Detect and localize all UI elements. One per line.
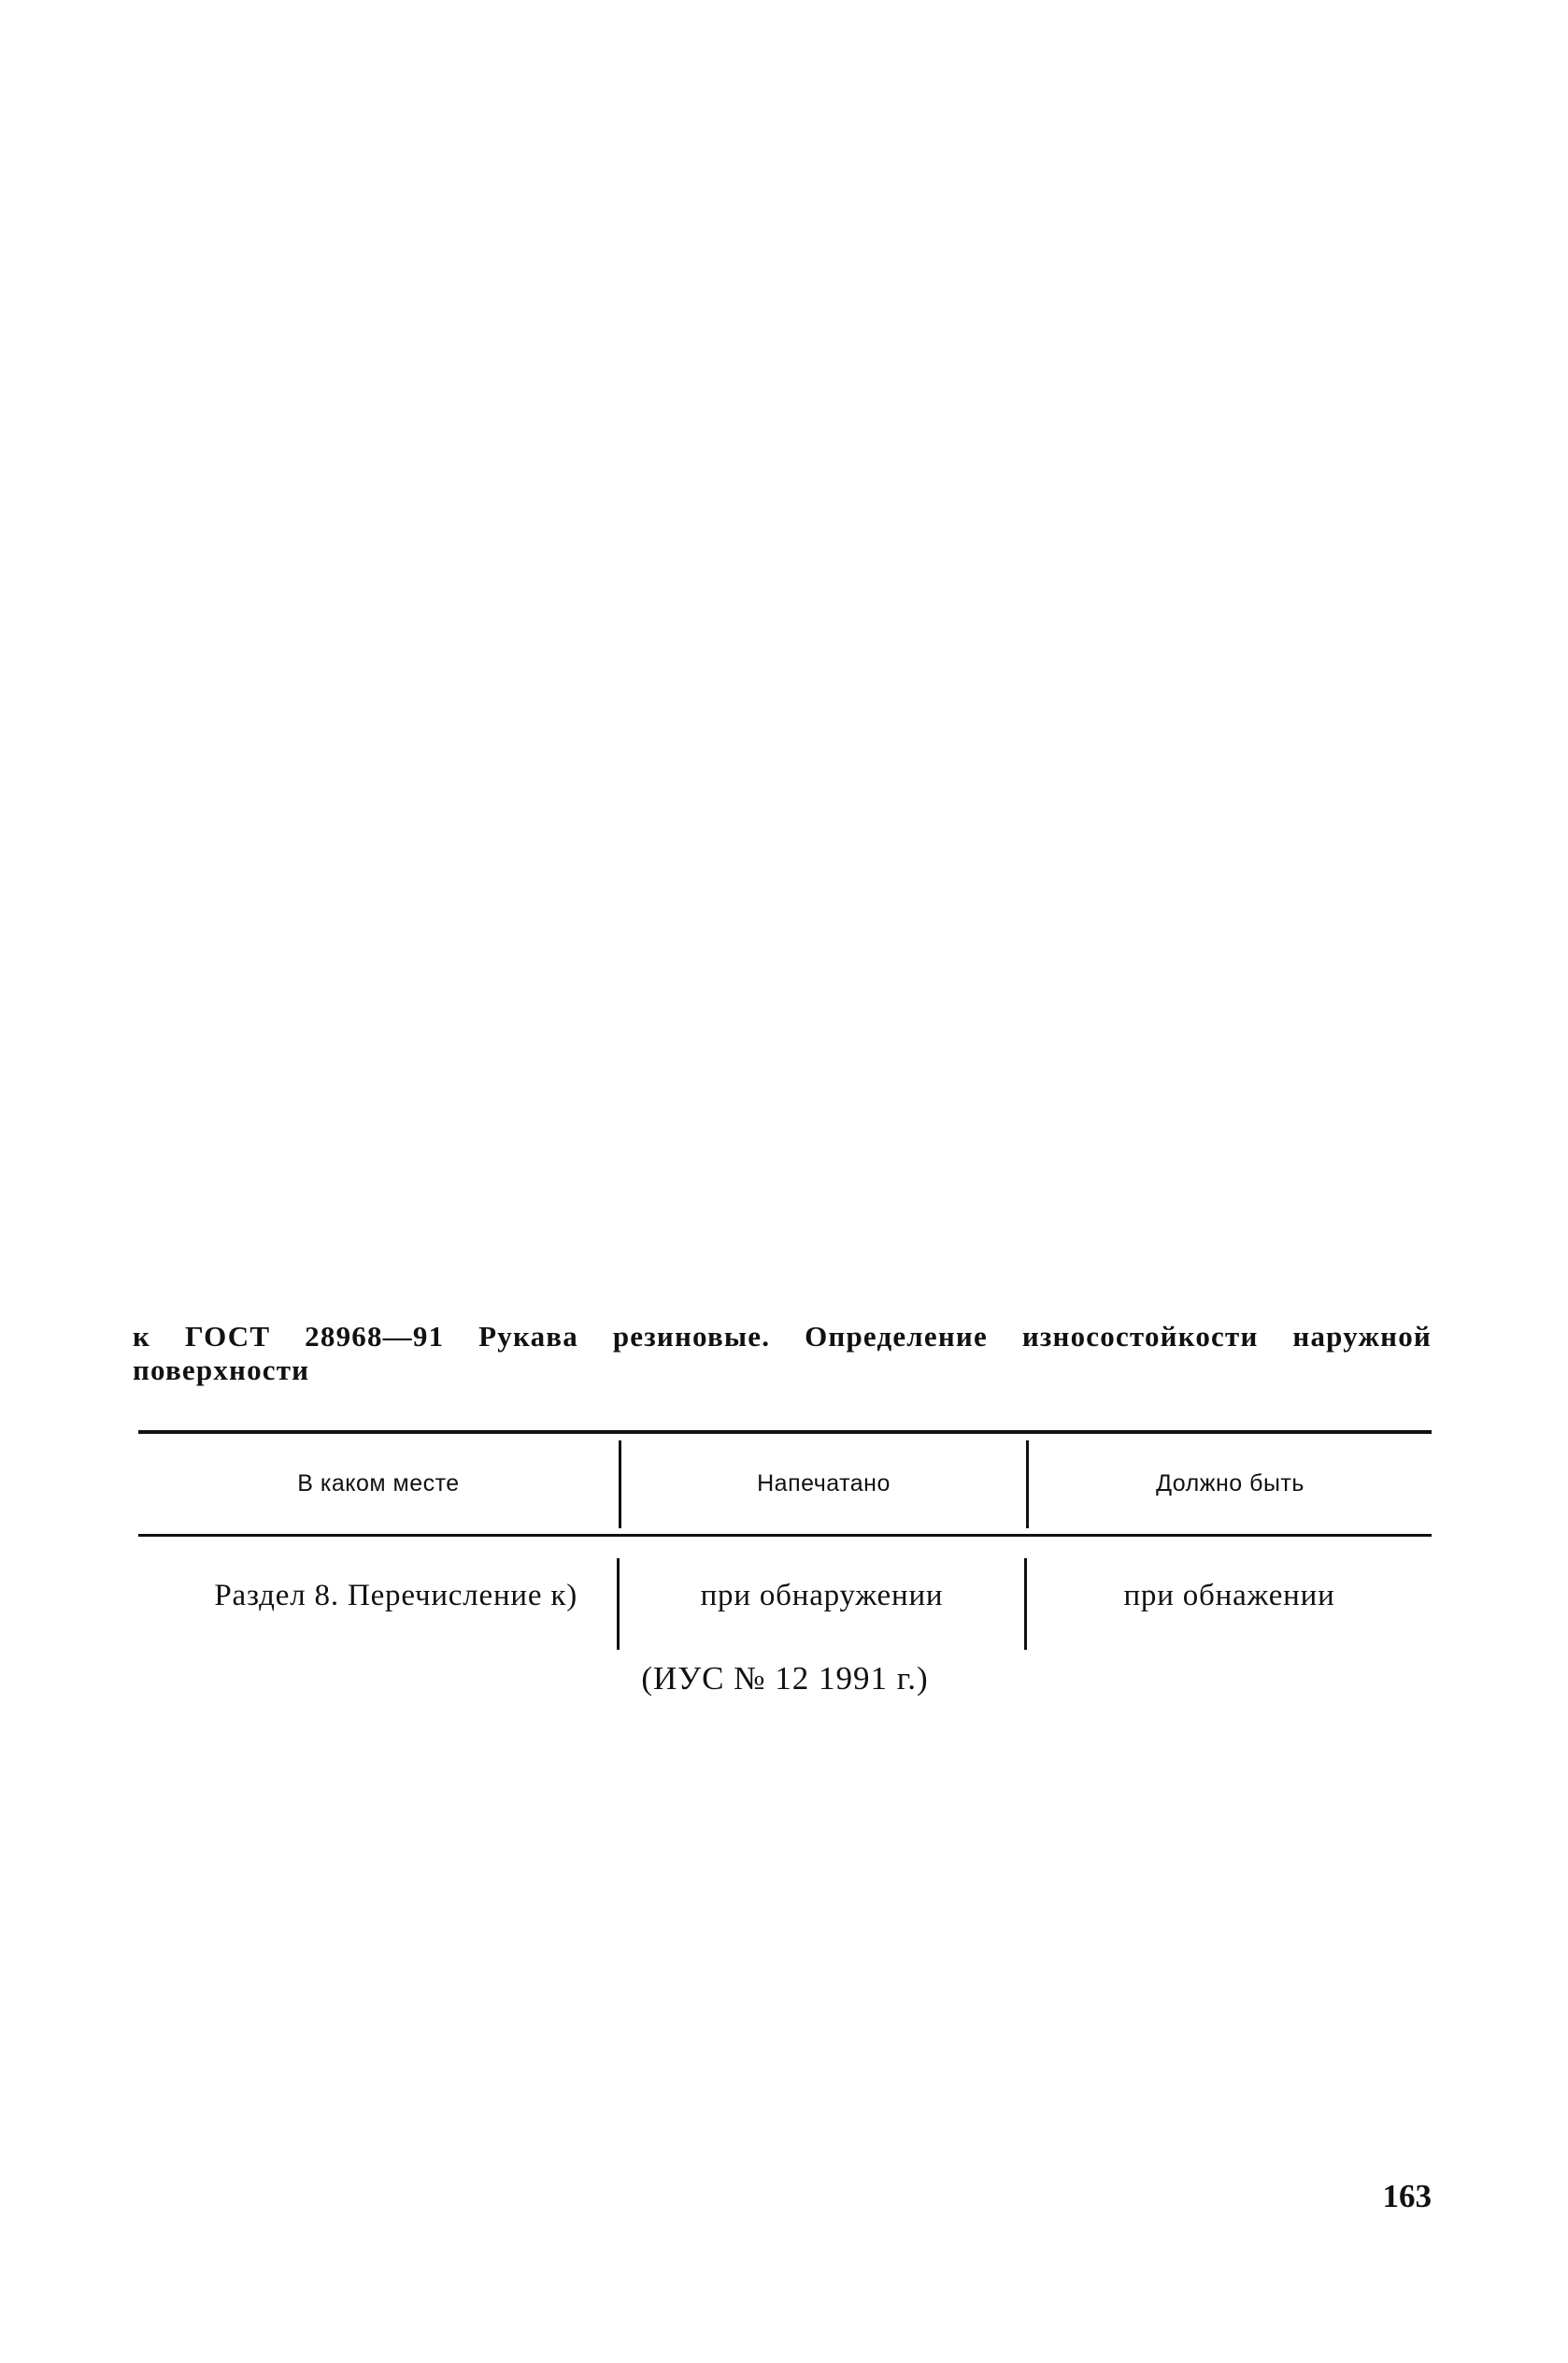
amendment-heading: к ГОСТ 28968—91 Рукава резиновые. Определение износостойкости наружной поверхности	[133, 1320, 1432, 1386]
table-cell-should-be: при обнажении	[1123, 1579, 1335, 1612]
column-header-location: В каком месте	[297, 1470, 460, 1497]
column-header-printed: Напечатано	[757, 1470, 891, 1497]
page-number: 163	[1382, 2178, 1432, 2214]
table-cell-printed: при обнаружении	[700, 1579, 944, 1612]
column-header-should-be: Должно быть	[1156, 1470, 1304, 1497]
table-header-rule	[138, 1534, 1432, 1537]
table-cell-location: Раздел 8. Перечисление к)	[214, 1579, 577, 1612]
source-reference: (ИУС № 12 1991 г.)	[641, 1660, 929, 1697]
table-top-rule	[138, 1430, 1432, 1434]
